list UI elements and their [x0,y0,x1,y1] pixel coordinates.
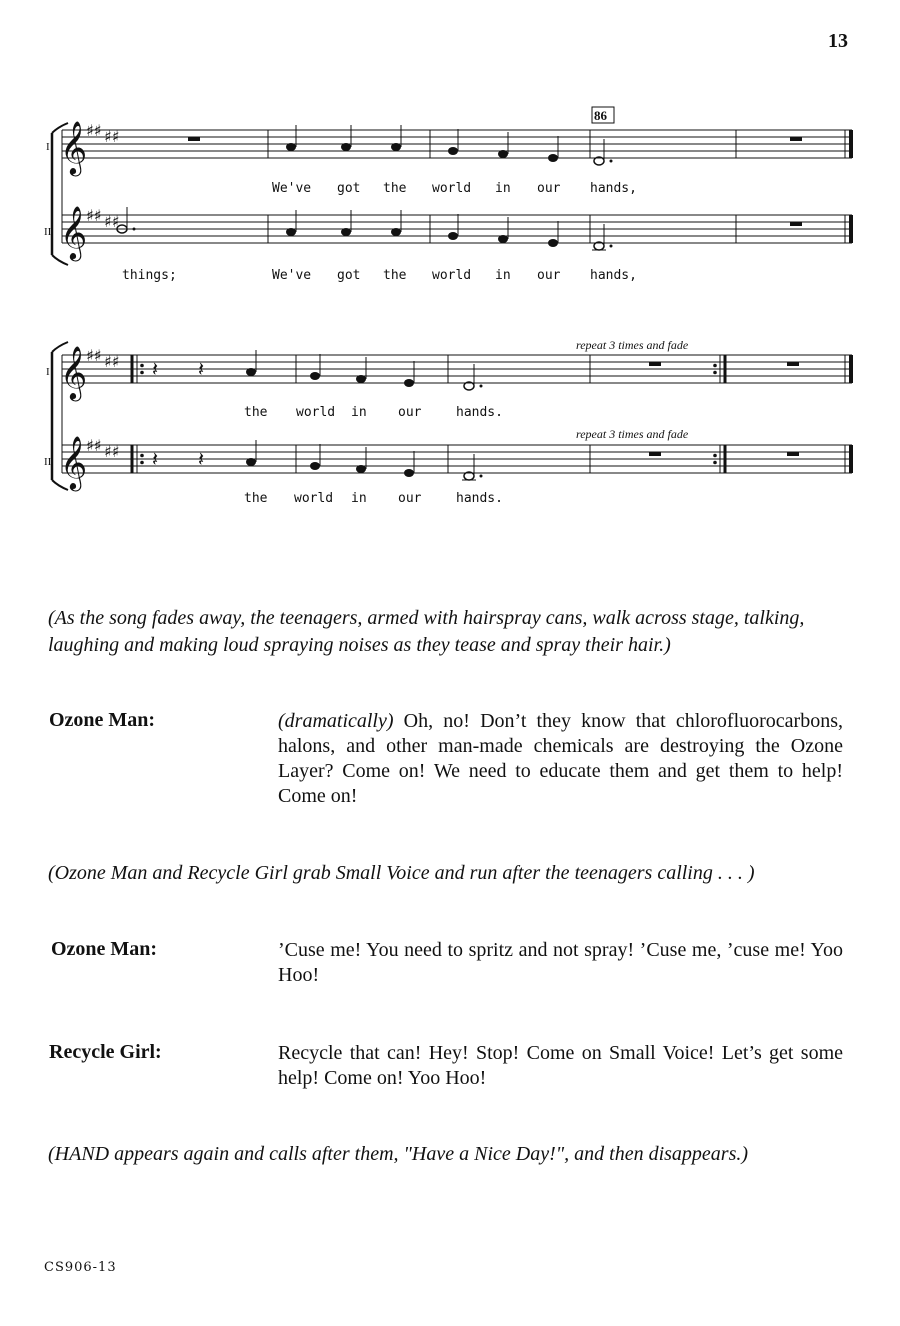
lyric: the [383,181,407,196]
dialogue-text: Recycle that can! Hey! Stop! Come on Small Voice! Let’s get some help! Come on! Yoo Hoo! [278,1042,843,1089]
stage-direction: (HAND appears again and calls after them, "Have a Nice Day!", and then disappears.) [48,1143,749,1165]
lyric: world [296,405,336,420]
page-footer: CS906-13 [44,1260,117,1275]
page-number: 13 [828,30,848,52]
svg-text:♯♯: ♯♯ [104,352,120,371]
lyric: our [398,405,422,420]
lyric: in [351,405,367,420]
svg-text:♯♯: ♯♯ [86,121,102,140]
lyric: things; [122,268,177,283]
svg-text:𝄽: 𝄽 [152,357,159,381]
lyric: hands. [456,491,503,506]
repeat-note: repeat 3 times and fade [576,338,689,352]
repeat-note: repeat 3 times and fade [576,427,689,441]
svg-text:𝄽: 𝄽 [198,357,205,381]
stage-cue: (dramatically) [278,710,394,732]
svg-text:𝄽: 𝄽 [152,447,159,471]
lyric: our [537,181,561,196]
lyric: We've [272,181,312,196]
lyric: our [537,268,561,283]
dialogue-text: ’Cuse me! You need to spritz and not spray! ’Cuse me, ’cuse me! Yoo Hoo! [278,939,843,986]
svg-text:𝄞: 𝄞 [60,435,88,489]
rehearsal-mark: 86 [594,108,607,123]
stage-direction: (Ozone Man and Recycle Girl grab Small Voice and run after the teenagers calling . . . ) [48,862,755,884]
speaker-name: Ozone Man: [49,709,156,731]
svg-text:♯♯: ♯♯ [104,127,120,146]
lyric: hands, [590,181,637,196]
svg-text:♯♯: ♯♯ [86,206,102,225]
lyric: our [398,491,422,506]
voice-label: I [46,366,50,378]
voice-label: II [44,226,52,238]
svg-text:♯♯: ♯♯ [104,212,120,231]
lyric: hands. [456,405,503,420]
lyric: in [351,491,367,506]
score-system-2 [0,330,900,510]
svg-text:𝄞: 𝄞 [60,205,88,259]
speaker-name: Recycle Girl: [49,1041,162,1063]
lyric: the [244,491,268,506]
speaker-name: Ozone Man: [51,938,158,960]
lyric: We've [272,268,312,283]
lyric: in [495,181,511,196]
lyric: world [294,491,334,506]
lyric: got [337,181,361,196]
svg-text:♯♯: ♯♯ [86,436,102,455]
lyric: world [432,268,472,283]
svg-text:𝄞: 𝄞 [60,345,88,399]
lyric: in [495,268,511,283]
voice-label: I [46,141,50,153]
dialogue-text: Oh, no! Don’t they know that chlorofluorocarbons, halons, and other man-made chemicals are destroying the Ozone Layer? Come on! We need to educate them and get them to help! Come on! [278,710,843,807]
dialogue-line [278,709,843,809]
lyric: hands, [590,268,637,283]
svg-text:𝄞: 𝄞 [60,120,88,174]
voice-label: II [44,456,52,468]
svg-text:𝄽: 𝄽 [198,447,205,471]
svg-text:♯♯: ♯♯ [86,346,102,365]
lyric: the [244,405,268,420]
lyric: got [337,268,361,283]
stage-direction: (As the song fades away, the teenagers, armed with hairspray cans, walk across stage, talking, laughing and making loud spraying noises as they tease and spray their hair.) [48,607,805,656]
lyric: world [432,181,472,196]
svg-text:♯♯: ♯♯ [104,442,120,461]
score-system-1 [0,105,900,295]
lyric: the [383,268,407,283]
